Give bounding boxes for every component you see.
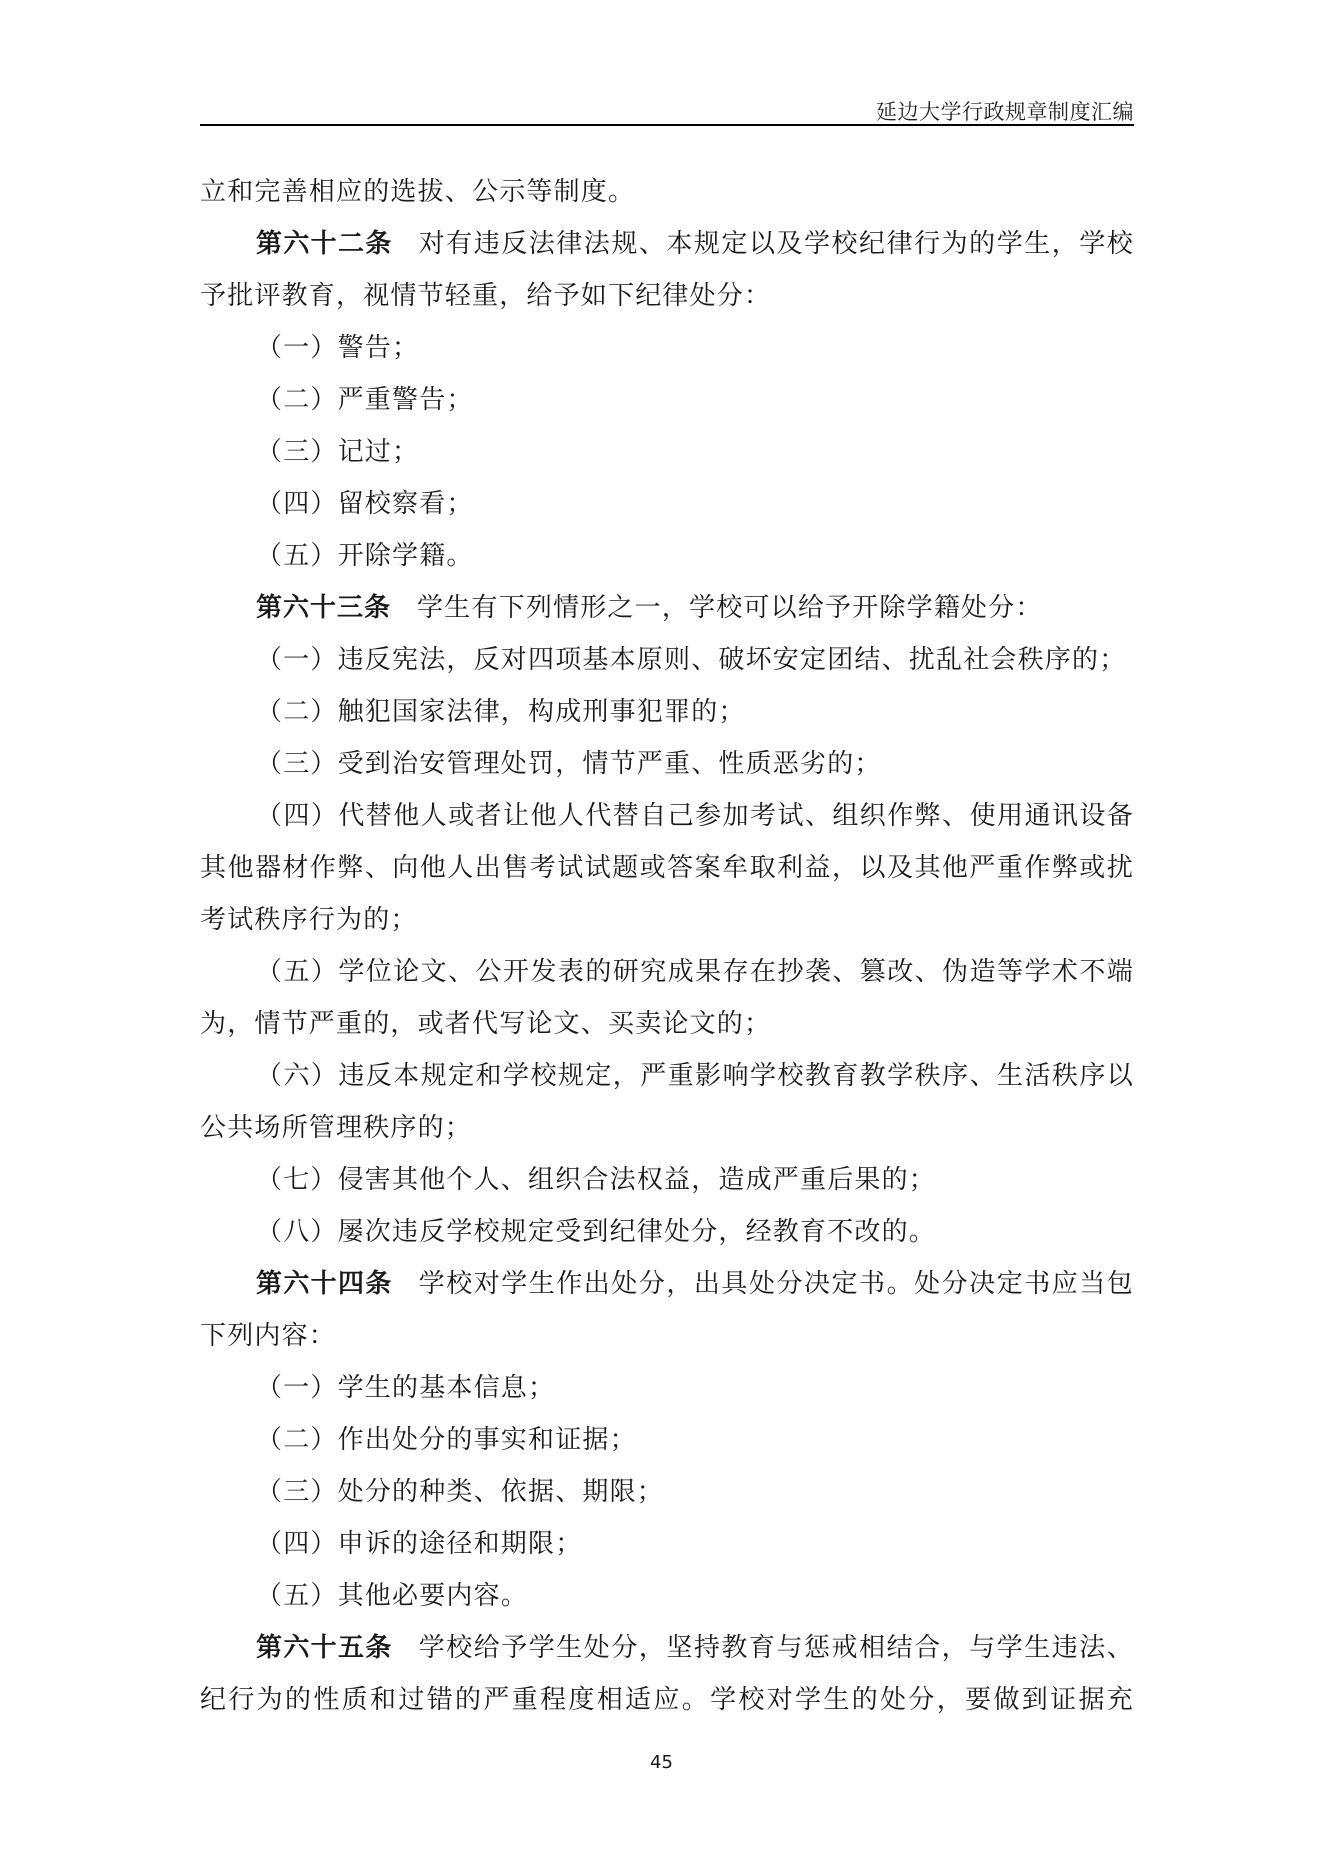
list-item: （四）代替他人或者让他人代替自己参加考试、组织作弊、使用通讯设备 [256, 801, 1134, 831]
list-item: （八）屡次违反学校规定受到纪律处分，经教育不改的。 [256, 1217, 937, 1247]
list-item: （一）学生的基本信息； [256, 1373, 556, 1403]
list-item: （七）侵害其他个人、组织合法权益，造成严重后果的； [256, 1165, 937, 1195]
list-item: （五）其他必要内容。 [256, 1581, 529, 1611]
list-item: （一）警告； [256, 333, 420, 363]
article-heading: 第六十二条 [256, 229, 393, 259]
page-number: 45 [650, 1752, 673, 1773]
text-line: 立和完善相应的选拔、公示等制度。 [200, 177, 636, 207]
article-63: 第六十三条 学生有下列情形之一，学校可以给予开除学籍处分： [256, 593, 1043, 623]
list-item: （五）开除学籍。 [256, 541, 474, 571]
list-item: （三）受到治安管理处罚，情节严重、性质恶劣的； [256, 749, 882, 779]
list-item: （四）留校察看； [256, 489, 474, 519]
text-line: 考试秩序行为的； [200, 905, 418, 935]
text-line: 其他器材作弊、向他人出售考试试题或答案牟取利益，以及其他严重作弊或扰 [200, 853, 1134, 883]
text-line: 予批评教育，视情节轻重，给予如下纪律处分： [200, 281, 772, 311]
article-62: 第六十二条 对有违反法律法规、本规定以及学校纪律行为的学生，学校 [256, 229, 1134, 259]
list-item: （二）作出处分的事实和证据； [256, 1425, 637, 1455]
header-title: 延边大学行政规章制度汇编 [876, 100, 1134, 124]
list-item: （一）违反宪法，反对四项基本原则、破坏安定团结、扰乱社会秩序的； [256, 645, 1127, 675]
text-line: 公共场所管理秩序的； [200, 1113, 473, 1143]
page-header [200, 92, 1134, 126]
text-line: 纪行为的性质和过错的严重程度相适应。学校对学生的处分，要做到证据充 [200, 1685, 1134, 1715]
list-item: （六）违反本规定和学校规定，严重影响学校教育教学秩序、生活秩序以 [256, 1061, 1134, 1091]
text-line: 为，情节严重的，或者代写论文、买卖论文的； [200, 1009, 772, 1039]
list-item: （三）处分的种类、依据、期限； [256, 1477, 665, 1507]
article-65: 第六十五条 学校给予学生处分，坚持教育与惩戒相结合，与学生违法、 [256, 1633, 1134, 1663]
list-item: （五）学位论文、公开发表的研究成果存在抄袭、篡改、伪造等学术不端 [256, 957, 1134, 987]
list-item: （三）记过； [256, 437, 420, 467]
article-heading: 第六十四条 [256, 1269, 393, 1299]
document-body [200, 166, 1134, 1726]
text-line: 下列内容： [200, 1321, 337, 1351]
article-64: 第六十四条 学校对学生作出处分，出具处分决定书。处分决定书应当包 [256, 1269, 1134, 1299]
list-item: （二）触犯国家法律，构成刑事犯罪的； [256, 697, 746, 727]
article-heading: 第六十五条 [256, 1633, 393, 1663]
article-heading: 第六十三条 [256, 593, 392, 623]
list-item: （二）严重警告； [256, 385, 474, 415]
list-item: （四）申诉的途径和期限； [256, 1529, 583, 1559]
